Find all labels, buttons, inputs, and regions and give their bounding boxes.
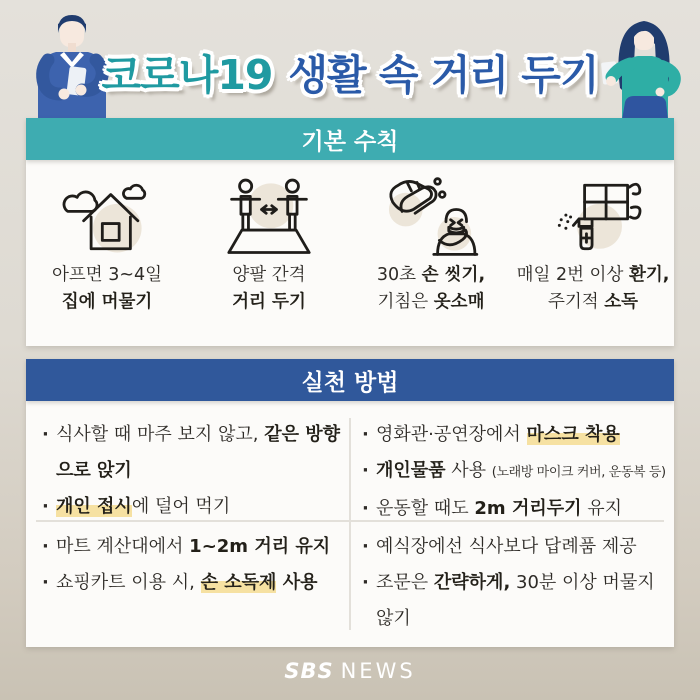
- list-item: [42, 489, 344, 525]
- practice-public-places: [362, 417, 668, 527]
- list-item-text: 예식장에선 식사보다 답례품 제공: [376, 536, 637, 557]
- basic-rules-header-label: 기본 수칙: [301, 128, 399, 155]
- practice-ceremonies: [362, 529, 668, 637]
- list-item-text: 마트 계산대에서 1~2m 거리 유지: [56, 536, 331, 557]
- list-item-text: 식사할 때 마주 보지 않고, 같은 방향 으로 앉기: [56, 424, 341, 481]
- vertical-divider: [349, 418, 351, 630]
- rule-caption: [52, 262, 162, 316]
- rule-caption: [377, 262, 485, 316]
- caption-line-1: 아프면 3~4일: [51, 265, 163, 285]
- bullet-dot: ·: [42, 424, 49, 445]
- title-corona19: 코로나19: [101, 51, 273, 99]
- caption-line-2: 집에 머물기: [61, 292, 153, 312]
- list-item: [362, 529, 668, 565]
- bullet-dot: ·: [362, 498, 369, 519]
- rule-ventilation: [512, 160, 674, 346]
- list-item: [42, 417, 344, 489]
- caption-line-2: 기침은 옷소매: [377, 292, 485, 312]
- list-item-text: 영화관·공연장에서 마스크 착용: [376, 424, 620, 445]
- rule-stay-home: [26, 160, 188, 346]
- list-item-text: 쇼핑카트 이용 시, 손 소독제 사용: [56, 572, 318, 593]
- arm-span-distance-icon: [209, 174, 329, 260]
- house-clouds-icon: [47, 174, 167, 260]
- practice-header-label: 실천 방법: [301, 369, 399, 396]
- page-title: [0, 42, 700, 101]
- list-item: [362, 417, 668, 453]
- bullet-dot: ·: [42, 496, 49, 517]
- list-item-text: 운동할 때도 2m 거리두기 유지: [376, 498, 622, 519]
- caption-line-2: 주기적 소독: [547, 292, 639, 312]
- caption-line-1: 매일 2번 이상 환기,: [516, 265, 670, 285]
- list-item: [362, 453, 668, 491]
- bullet-dot: ·: [42, 572, 49, 593]
- bullet-dot: ·: [362, 424, 369, 445]
- rule-wash-cough: [350, 160, 512, 346]
- list-item: [42, 565, 344, 601]
- bullet-dot: ·: [42, 536, 49, 557]
- sbs-logo-text: SBS: [284, 659, 334, 683]
- handwash-cough-icon: [371, 174, 491, 260]
- practice-header-band: [26, 359, 674, 401]
- list-item: [362, 565, 668, 637]
- caption-line-1: 양팔 간격: [232, 265, 306, 285]
- title-distancing: 생활 속 거리 두기: [288, 51, 599, 99]
- list-item: [42, 529, 344, 565]
- practice-shopping: [42, 529, 344, 601]
- basic-rules-panel: [26, 160, 674, 346]
- practice-dining: [42, 417, 344, 525]
- ventilation-disinfection-icon: [533, 174, 653, 260]
- caption-line-1: 30초 손 씻기,: [376, 265, 486, 285]
- list-item-text: 개인물품 사용 (노래방 마이크 커버, 운동복 등): [376, 460, 666, 481]
- caption-line-2: 거리 두기: [232, 292, 306, 312]
- rule-caption: [517, 262, 670, 316]
- bullet-dot: ·: [362, 460, 369, 481]
- rule-caption: [232, 262, 306, 316]
- bullet-dot: ·: [362, 536, 369, 557]
- list-item-text: 조문은 간략하게, 30분 이상 머물지 않기: [376, 572, 655, 629]
- basic-rules-header-band: [26, 118, 674, 160]
- sbs-news-logo: [0, 659, 700, 683]
- list-item-text: 개인 접시에 덜어 먹기: [56, 496, 231, 517]
- rule-arm-distance: [188, 160, 350, 346]
- list-item: [362, 491, 668, 527]
- bullet-dot: ·: [362, 572, 369, 593]
- news-logo-text: NEWS: [340, 659, 416, 683]
- practice-panel: [26, 401, 674, 647]
